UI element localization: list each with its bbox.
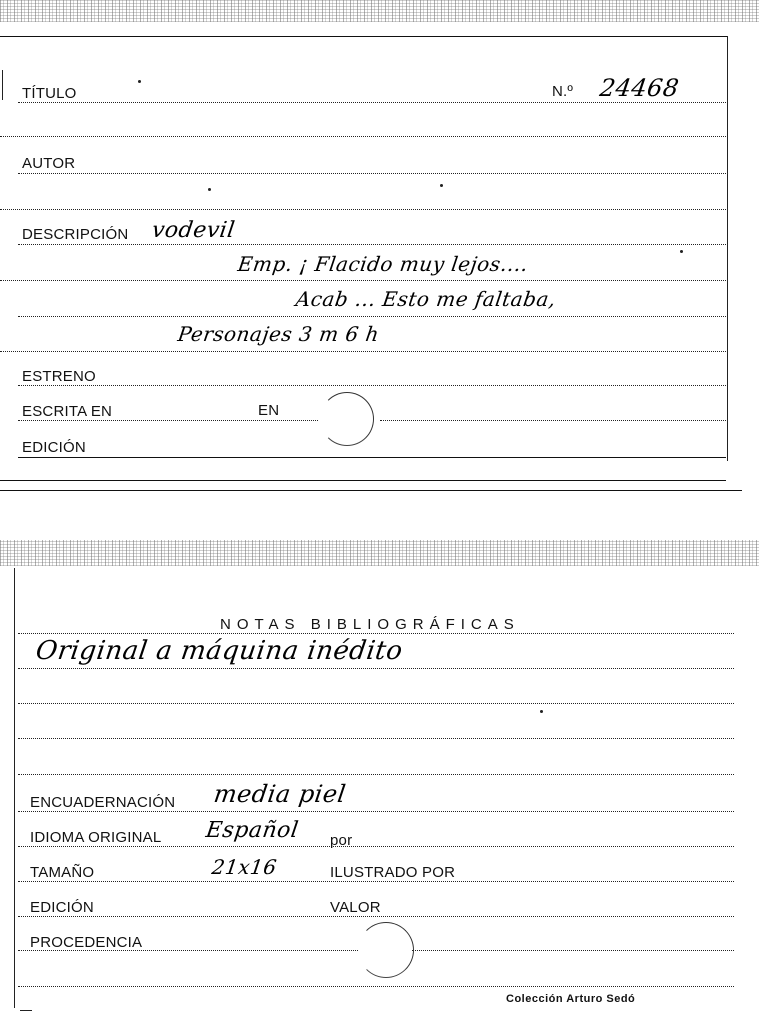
numero-label: N.º (552, 83, 574, 100)
estreno-label: ESTRENO (22, 368, 96, 385)
card-left-border (14, 568, 15, 1008)
collection-footer: Colección Arturo Sedó (506, 993, 636, 1005)
descripcion-value: vodevil (150, 218, 237, 243)
card-corner-mark (20, 1010, 32, 1011)
punch-hole (320, 392, 374, 446)
descripcion-line-personajes: Personajes 3 m 6 h (176, 322, 381, 346)
por-label: por (330, 832, 353, 849)
encuadernacion-value: media piel (212, 780, 348, 808)
encuadernacion-label: ENCUADERNACIÓN (30, 794, 176, 811)
scan-noise-top (0, 0, 759, 22)
idioma-original-label: IDIOMA ORIGINAL (30, 829, 162, 846)
numero-value: 24468 (598, 74, 681, 102)
en-label: EN (258, 402, 280, 419)
scan-noise-bottom (0, 540, 759, 566)
notas-bibliograficas-label: NOTAS BIBLIOGRÁFICAS (220, 616, 520, 633)
descripcion-line-acab: Acab ... Esto me faltaba, (294, 287, 558, 311)
edicion-label: EDICIÓN (22, 439, 86, 456)
ilustrado-por-label: ILUSTRADO POR (330, 864, 456, 881)
tamano-value: 21x16 (210, 855, 279, 879)
card-right-border (727, 36, 728, 461)
descripcion-label: DESCRIPCIÓN (22, 226, 129, 243)
autor-label: AUTOR (22, 155, 76, 172)
titulo-label: TÍTULO (22, 85, 77, 102)
tamano-label: TAMAÑO (30, 864, 95, 881)
card-left-mark (2, 70, 3, 100)
card-top-border (0, 36, 728, 37)
idioma-original-value: Español (204, 818, 301, 843)
valor-label: VALOR (330, 899, 381, 916)
procedencia-label: PROCEDENCIA (30, 934, 143, 951)
descripcion-line-emp: Emp. ¡ Flacido muy lejos.... (236, 252, 530, 276)
edicion-label-bottom: EDICIÓN (30, 899, 94, 916)
notas-value: Original a máquina inédito (33, 636, 405, 666)
catalog-card-bottom (0, 540, 759, 1028)
punch-hole-bottom (358, 922, 414, 978)
catalog-card-top (0, 0, 759, 492)
escrita-en-label: ESCRITA EN (22, 403, 113, 420)
